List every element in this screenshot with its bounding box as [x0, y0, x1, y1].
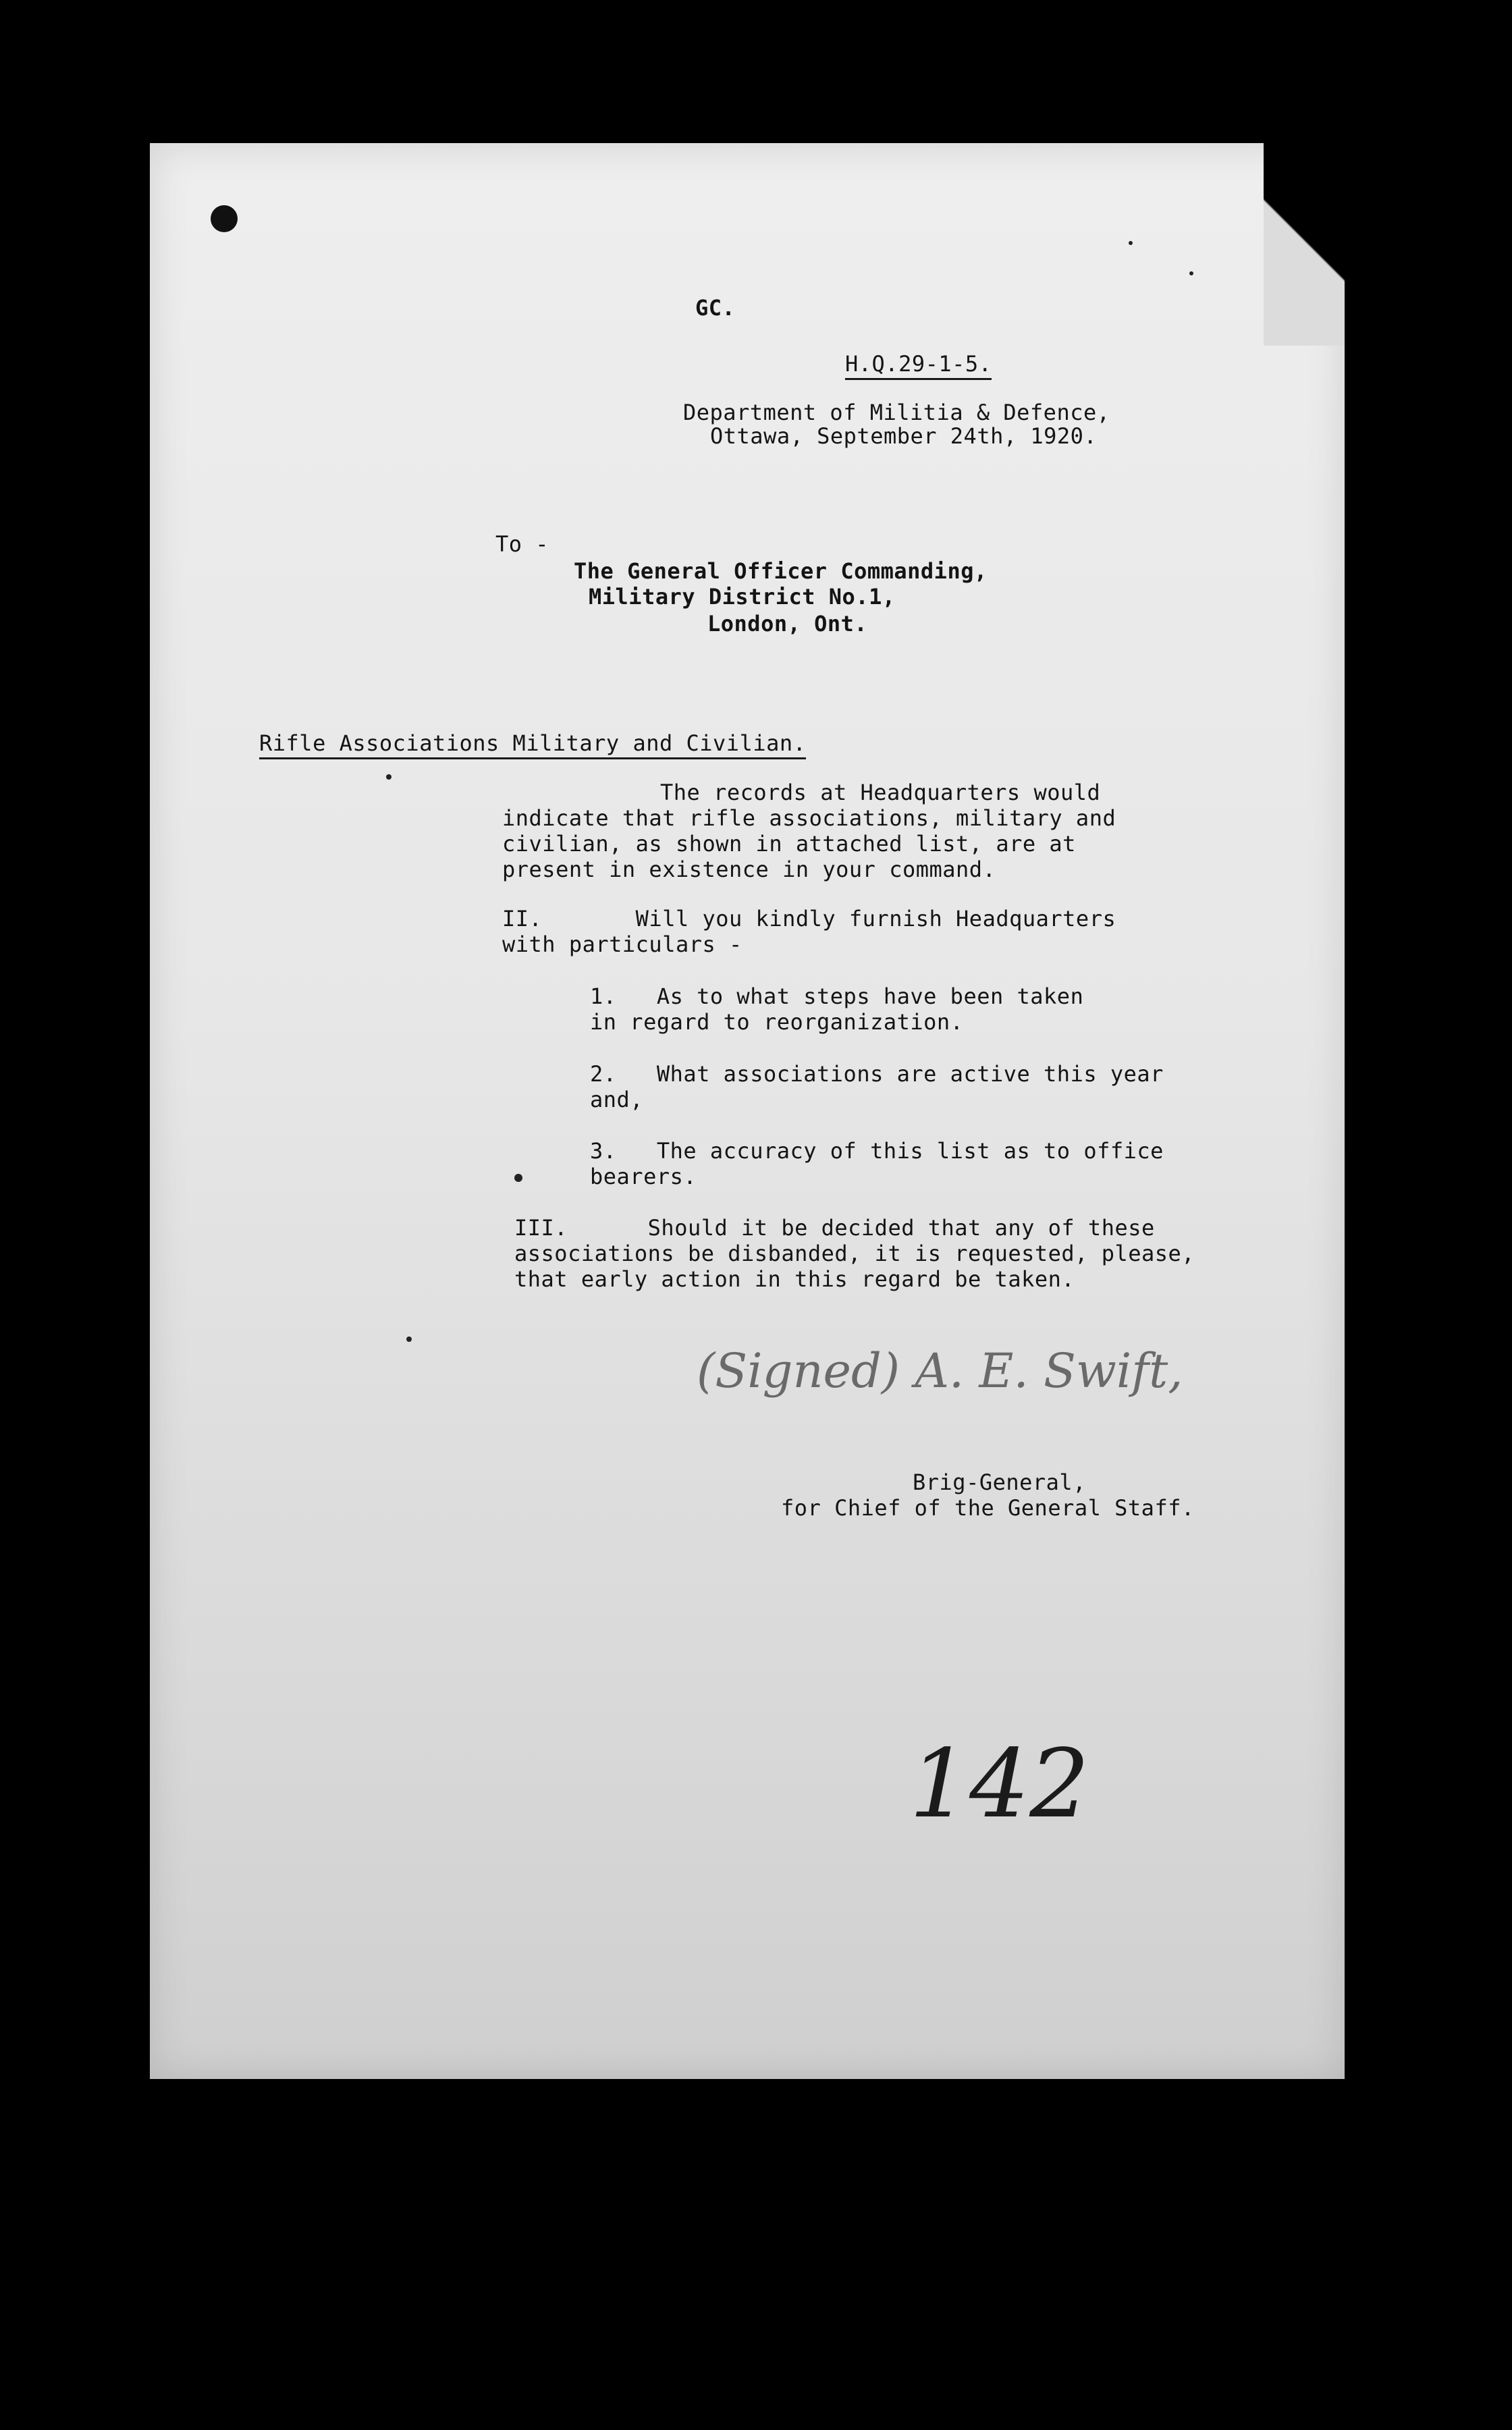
- ink-speck: [1129, 241, 1133, 245]
- letter-date: Ottawa, September 24th, 1920.: [710, 423, 1098, 449]
- ink-speck: [1189, 271, 1193, 275]
- handwritten-folio-number: 142: [909, 1729, 1090, 1839]
- list-item-2-line: 2. What associations are active this year: [590, 1061, 1164, 1087]
- list-item-1-line: 1. As to what steps have been taken: [590, 983, 1084, 1009]
- list-item-3-line: bearers.: [590, 1164, 697, 1189]
- file-number: H.Q.29-1-5.: [845, 351, 992, 380]
- folded-corner: [1264, 143, 1345, 346]
- handwritten-signature: (Signed) A. E. Swift,: [697, 1343, 1183, 1399]
- paragraph-1-line: civilian, as shown in attached list, are at: [502, 831, 1076, 857]
- list-item-3-line: 3. The accuracy of this list as to office: [590, 1138, 1164, 1164]
- paragraph-2-line: II. Will you kindly furnish Headquarters: [502, 906, 1116, 932]
- paragraph-1-line: indicate that rifle associations, military and: [502, 805, 1116, 831]
- letter-sheet: [150, 143, 1345, 2079]
- subject-line: Rifle Associations Military and Civilian.: [259, 730, 806, 759]
- recipient-district: Military District No.1,: [589, 584, 896, 610]
- punch-hole: [211, 205, 238, 232]
- paragraph-3-line: III. Should it be decided that any of these: [514, 1215, 1155, 1241]
- page-marker: GC.: [695, 295, 736, 321]
- ink-speck: [406, 1336, 412, 1342]
- signer-role: for Chief of the General Staff.: [781, 1495, 1195, 1521]
- paragraph-2-line: with particulars -: [502, 932, 742, 957]
- ink-speck: [514, 1174, 522, 1182]
- list-item-1-line: in regard to reorganization.: [590, 1009, 964, 1035]
- paragraph-1-line: The records at Headquarters would: [660, 780, 1101, 805]
- signer-title: Brig-General,: [913, 1469, 1086, 1495]
- recipient-city: London, Ont.: [707, 611, 868, 637]
- to-label: To -: [495, 531, 549, 557]
- paragraph-3-line: associations be disbanded, it is requested, please,: [514, 1241, 1195, 1266]
- recipient-title: The General Officer Commanding,: [574, 558, 988, 584]
- paragraph-3-line: that early action in this regard be taken.: [514, 1266, 1075, 1292]
- list-item-2-line: and,: [590, 1087, 644, 1112]
- paragraph-1-line: present in existence in your command.: [502, 857, 996, 882]
- sender-department: Department of Militia & Defence,: [683, 400, 1110, 425]
- ink-speck: [386, 774, 392, 780]
